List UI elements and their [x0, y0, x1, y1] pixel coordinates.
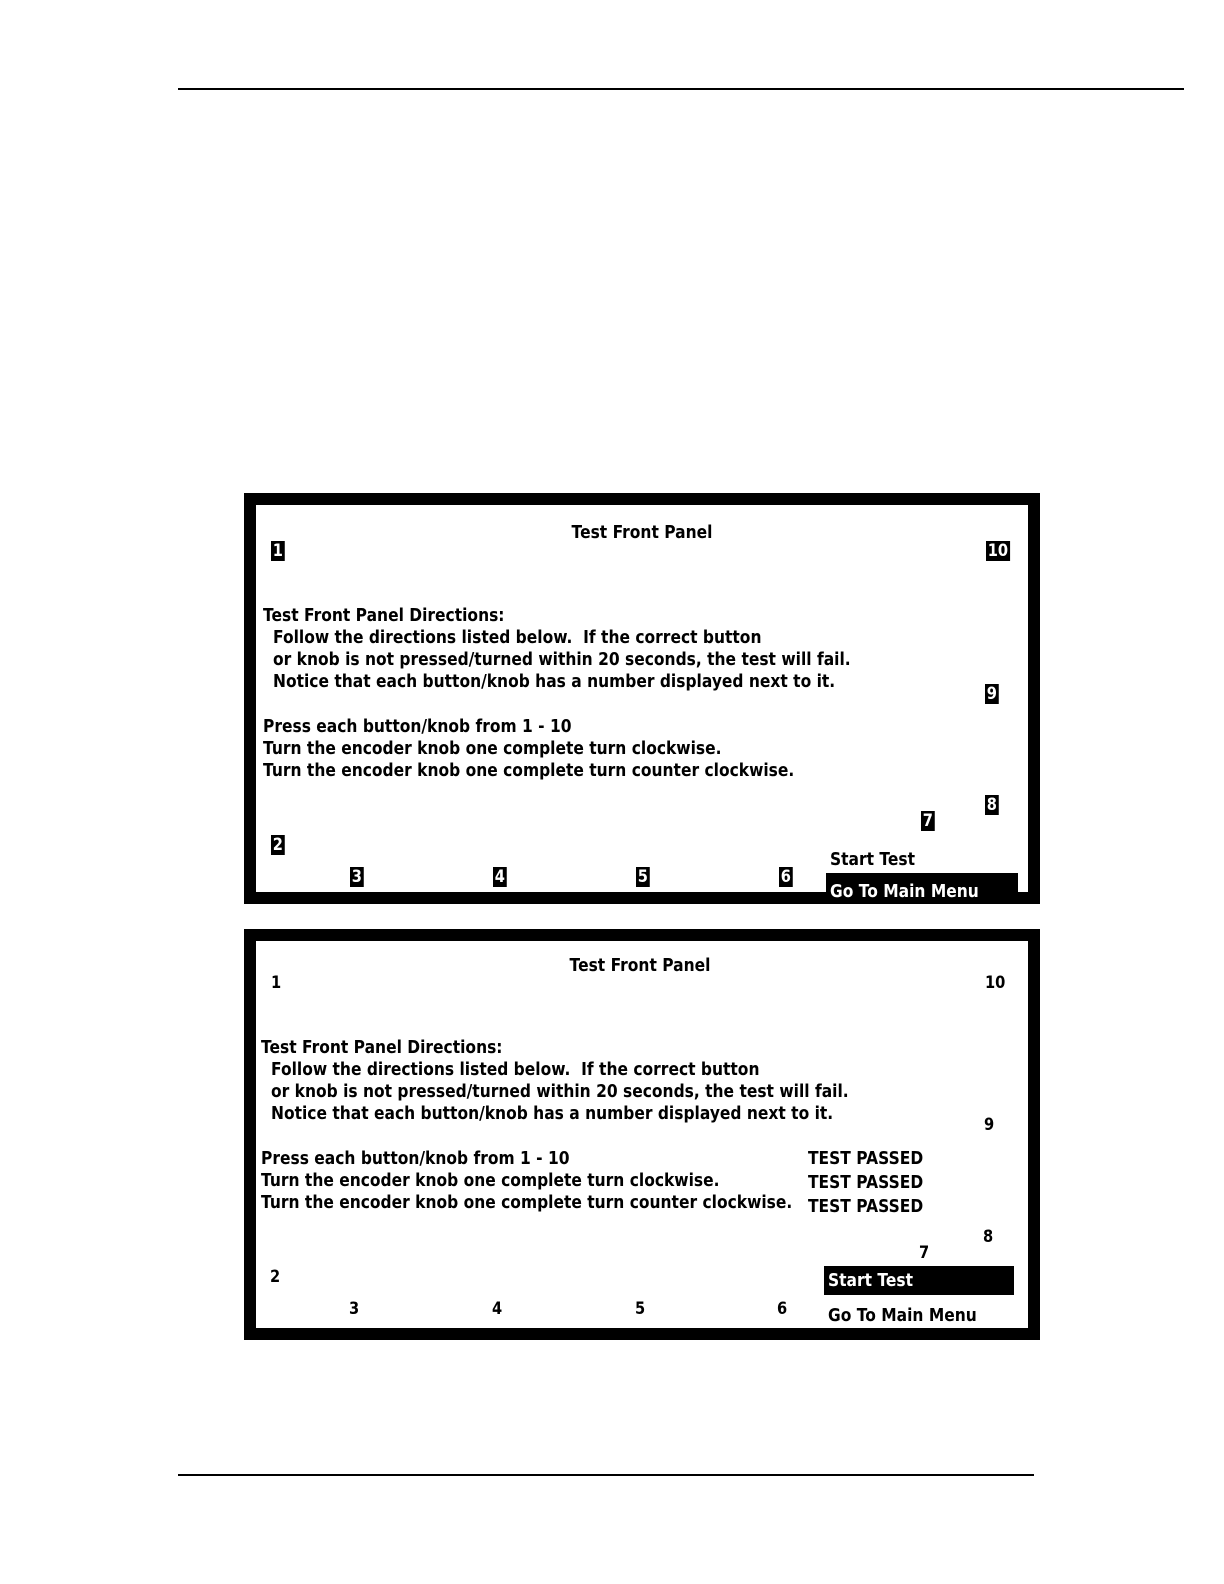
- button-label-5: 5: [637, 867, 648, 887]
- button-label-3: 3: [349, 1299, 360, 1319]
- button-label-2: 2: [272, 835, 283, 855]
- directions-heading: Test Front Panel Directions:: [263, 605, 505, 626]
- button-label-5: 5: [635, 1299, 646, 1319]
- result-turn-clockwise: TEST PASSED: [808, 1172, 924, 1193]
- button-label-8: 8: [986, 795, 997, 815]
- step-turn-counter-clockwise: Turn the encoder knob one complete turn counter clockwise.: [261, 1192, 793, 1213]
- result-turn-counter-clockwise: TEST PASSED: [808, 1196, 924, 1217]
- button-label-2: 2: [270, 1267, 281, 1287]
- step-press-buttons: Press each button/knob from 1 - 10: [261, 1148, 570, 1169]
- menu-go-to-main-menu: Go To Main Menu: [830, 881, 979, 902]
- step-turn-clockwise: Turn the encoder knob one complete turn clockwise.: [263, 738, 722, 759]
- menu-start-test-selected[interactable]: [824, 1266, 1014, 1295]
- button-label-7: 7: [922, 811, 933, 831]
- button-label-10: 10: [987, 541, 1009, 561]
- header-rule: [178, 88, 1184, 90]
- menu-start-test[interactable]: Start Test: [830, 849, 916, 870]
- button-label-7: 7: [919, 1243, 930, 1263]
- button-label-9: 9: [986, 684, 997, 704]
- button-label-1: 1: [271, 973, 282, 993]
- directions-line-2: or knob is not pressed/turned within 20 seconds, the test will fail.: [271, 1081, 849, 1102]
- menu-go-to-main-menu-selected[interactable]: [826, 873, 1018, 904]
- button-label-4: 4: [492, 1299, 503, 1319]
- menu-start-test: Start Test: [828, 1270, 914, 1291]
- button-label-9: 9: [984, 1115, 995, 1135]
- step-turn-counter-clockwise: Turn the encoder knob one complete turn counter clockwise.: [263, 760, 795, 781]
- directions-line-1: Follow the directions listed below. If the correct button: [273, 627, 762, 648]
- step-press-buttons: Press each button/knob from 1 - 10: [263, 716, 572, 737]
- button-label-6: 6: [780, 867, 791, 887]
- footer-rule: [178, 1474, 1034, 1476]
- front-panel-screen-passed: [244, 929, 1040, 1340]
- button-label-4: 4: [494, 867, 505, 887]
- directions-line-3: Notice that each button/knob has a number displayed next to it.: [271, 1103, 834, 1124]
- screen-title: Test Front Panel: [569, 955, 711, 976]
- button-label-6: 6: [777, 1299, 788, 1319]
- result-press-buttons: TEST PASSED: [808, 1148, 924, 1169]
- button-label-10: 10: [985, 973, 1006, 993]
- directions-heading: Test Front Panel Directions:: [261, 1037, 503, 1058]
- screen-title: Test Front Panel: [571, 522, 713, 543]
- directions-line-1: Follow the directions listed below. If the correct button: [271, 1059, 760, 1080]
- step-turn-clockwise: Turn the encoder knob one complete turn clockwise.: [261, 1170, 720, 1191]
- button-label-8: 8: [983, 1227, 994, 1247]
- button-label-3: 3: [351, 867, 362, 887]
- front-panel-screen-initial: [244, 493, 1040, 904]
- menu-go-to-main-menu[interactable]: Go To Main Menu: [828, 1305, 977, 1326]
- button-label-1: 1: [272, 541, 283, 561]
- directions-line-3: Notice that each button/knob has a number displayed next to it.: [273, 671, 836, 692]
- directions-line-2: or knob is not pressed/turned within 20 seconds, the test will fail.: [273, 649, 851, 670]
